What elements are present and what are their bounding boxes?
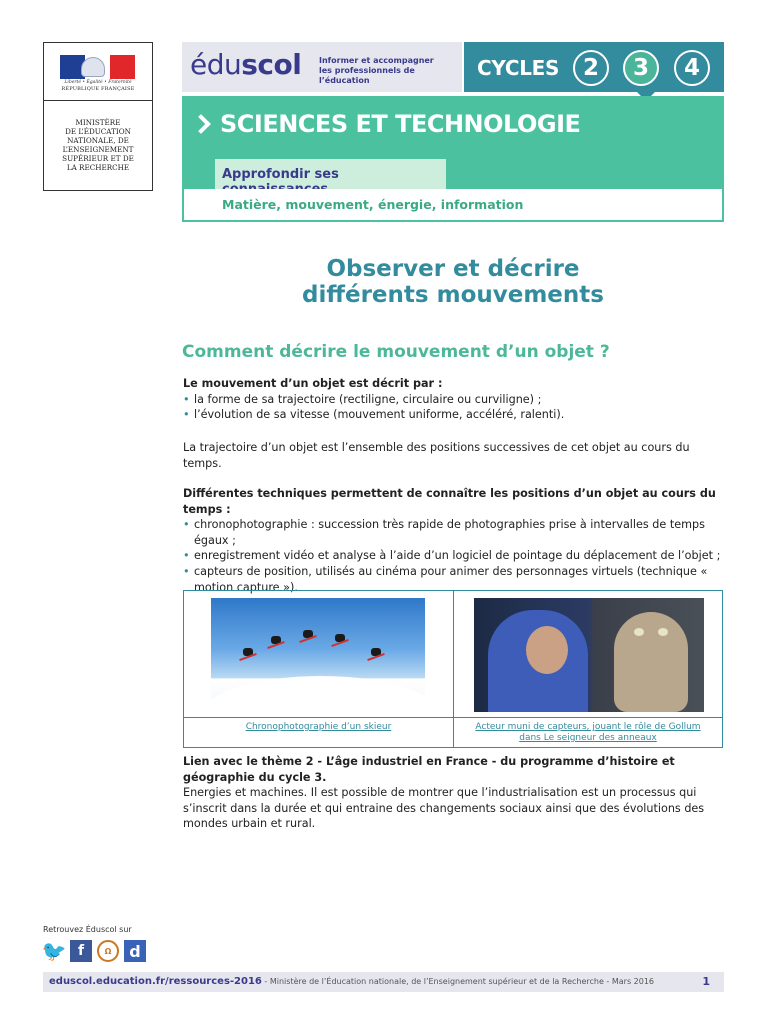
section-title: Comment décrire le mouvement d’un objet ? [182, 342, 610, 362]
eduscol-header [182, 42, 462, 92]
paragraph-body: Energies et machines. Il est possible de montrer que l’industrialisation est un processus qui s’inscrit dans la durée et qui entraine des changements sociaux ainsi que des évolutions des mondes urbain et rural. [183, 786, 705, 831]
page-title: Observer et décrire différents mouvements [302, 256, 604, 308]
paragraph-techniques [183, 486, 728, 595]
subtitle-tag: Approfondir ses [215, 159, 446, 189]
page-number: 1 [702, 975, 710, 988]
ministry-name: MINISTÈRE DE L’ÉDUCATION NATIONALE, DE L’ENSEIGNEMENT SUPÉRIEUR ET DE LA RECHERCHE [62, 118, 134, 172]
image-table [183, 590, 723, 748]
image-cell-skier [184, 591, 454, 717]
chevron-right-icon [191, 114, 211, 134]
facebook-icon[interactable]: f [70, 940, 92, 962]
list-item: • chronophotographie : succession très rapide de photographies prise à intervalles de temps égaux ; [183, 517, 728, 548]
marianne-icon [81, 57, 105, 77]
footer-bar [43, 972, 724, 992]
motion-capture-image [474, 598, 704, 712]
cycle-2-badge: 2 [573, 50, 609, 86]
image-cell-gollum [454, 591, 722, 717]
social-links [43, 940, 146, 962]
list-item: • la forme de sa trajectoire (rectiligne, circulaire ou curviligne) ; [183, 392, 728, 408]
republic-motto: Liberté • Égalité • Fraternité [64, 80, 132, 85]
list-item: • capteurs de position, utilisés au cinéma pour animer des personnages virtuels (technique « motion capture »). [183, 564, 728, 595]
subject-band [182, 96, 724, 222]
cycle-3-badge-active: 3 [623, 50, 659, 86]
paragraph-lead: Lien avec le thème 2 - L’âge industriel en France - du programme d’histoire et géographie du cycle 3. [183, 755, 675, 784]
subject-title [190, 110, 580, 138]
paragraph-trajectory: La trajectoire d’un objet est l’ensemble des positions successives de cet objet au cours du temps. [183, 441, 690, 470]
dailymotion-icon[interactable]: Ω [97, 940, 119, 962]
eduscol-logo[interactable]: éduscol [190, 48, 302, 81]
caption-link-skier[interactable]: Chronophotographie d’un skieur [184, 717, 454, 747]
follow-label: Retrouvez Éduscol sur [43, 925, 132, 934]
theme-text: Matière, mouvement, énergie, information [222, 197, 524, 212]
ministry-logo [43, 42, 153, 191]
caption-link-gollum[interactable]: Acteur muni de capteurs, jouant le rôle de Gollum dans Le seigneur des anneaux [454, 717, 722, 747]
history-link-paragraph [183, 754, 728, 832]
list-item: • enregistrement vidéo et analyse à l’aide d’un logiciel de pointage du déplacement de l’objet ; [183, 548, 728, 564]
cycles-header [464, 42, 724, 92]
subject-title-text: SCIENCES ET TECHNOLOGIE [220, 110, 581, 138]
skier-chronophotography-image [211, 598, 425, 712]
paragraph-description [183, 376, 728, 423]
cycles-label: CYCLES [477, 56, 560, 80]
twitter-icon[interactable]: 🐦 [41, 939, 67, 963]
paragraph-lead: Différentes techniques permettent de connaître les positions d’un objet au cours du temps : [183, 487, 716, 516]
cycle-4-badge: 4 [674, 50, 710, 86]
republic-name: RÉPUBLIQUE FRANÇAISE [61, 86, 135, 92]
list-item: • l’évolution de sa vitesse (mouvement uniforme, accéléré, ralenti). [183, 407, 728, 423]
eduscol-tagline: Informer et accompagner les professionnels de l’éducation [319, 56, 434, 85]
eduscol-d-icon[interactable]: d [124, 940, 146, 962]
theme-box [184, 189, 722, 220]
footer-credit: - Ministère de l’Éducation nationale, de l’Enseignement supérieur et de la Recherche - Mars 2016 [261, 977, 655, 986]
marianne-logo [44, 43, 152, 101]
paragraph-lead: Le mouvement d’un objet est décrit par : [183, 377, 443, 390]
footer-url-link[interactable]: eduscol.education.fr/ressources-2016 [49, 976, 262, 987]
